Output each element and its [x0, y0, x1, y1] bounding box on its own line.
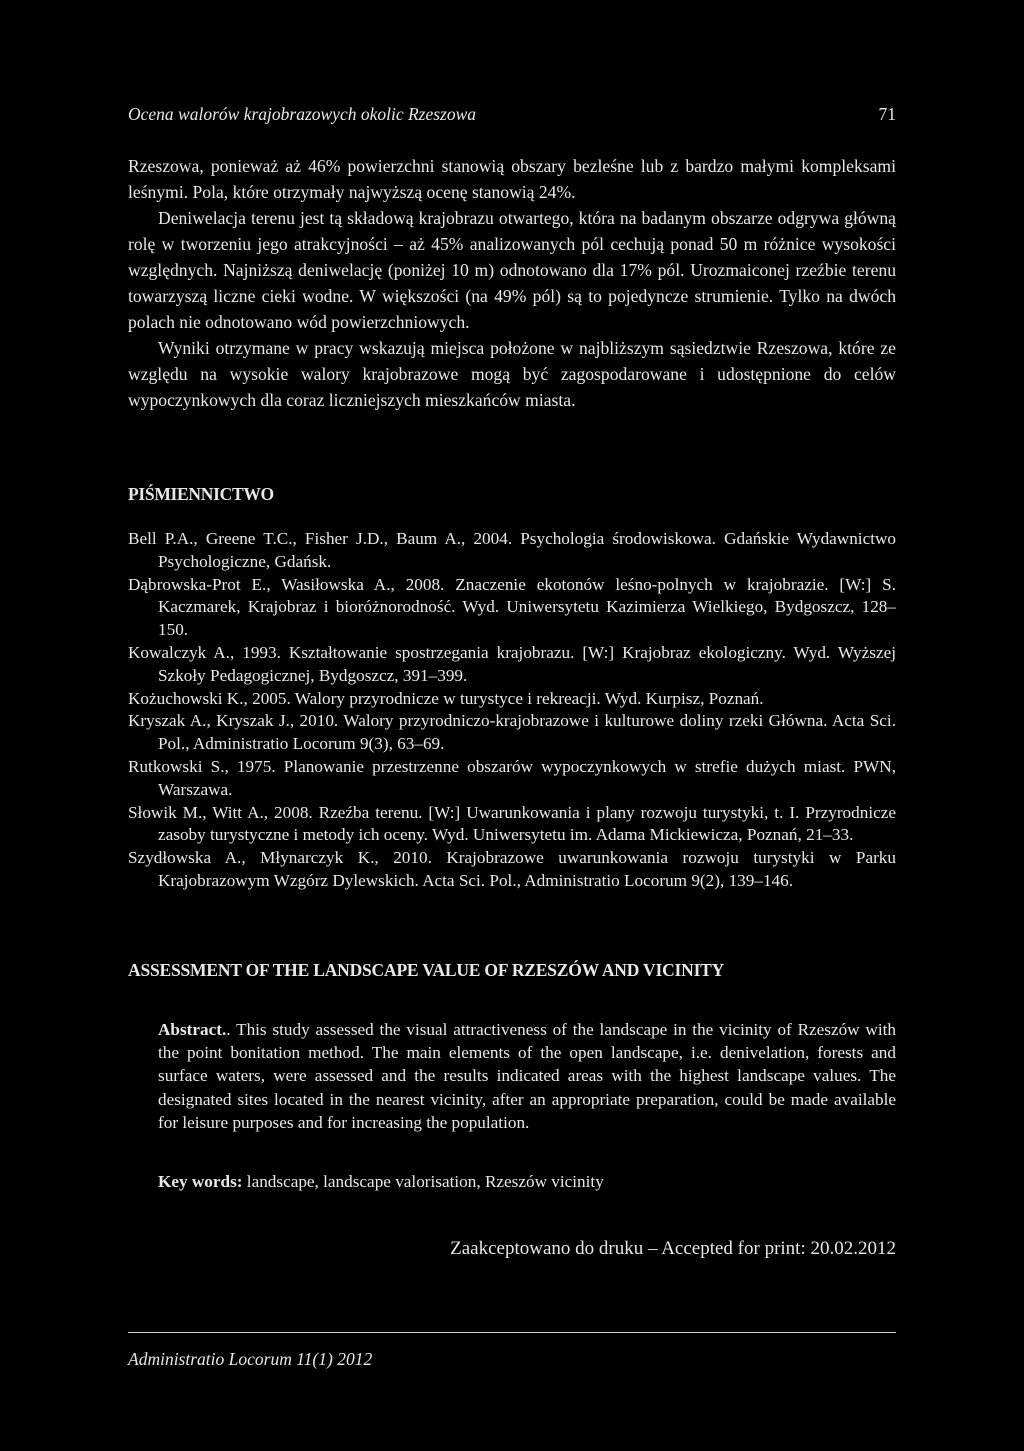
reference-item: Bell P.A., Greene T.C., Fisher J.D., Baum A., 2004. Psychologia środowiskowa. Gdańskie Wydawnictwo Psychologiczne, Gdańsk. [128, 529, 896, 571]
reference-item: Dąbrowska-Prot E., Wasiłowska A., 2008. Znaczenie ekotonów leśno-polnych w krajobrazie. [W:] S. Kaczmarek, Krajobraz i bioróżnorodność. Wyd. Uniwersytetu Kazimierza Wielkiego, Bydgoszcz, 128–150. [128, 574, 896, 640]
reference-item: Rutkowski S., 1975. Planowanie przestrzenne obszarów wypoczynkowych w strefie dużych miast. PWN, Warszawa. [128, 756, 896, 799]
footer-rule [128, 1332, 896, 1333]
body-paragraph: Deniwelacja terenu jest tą składową krajobrazu otwartego, która na badanym obszarze odgrywa główną rolę w tworzeniu jego atrakcyjności – aż 45% analizowanych pól cechują ponad 50 m różnice wysokości względnych. Najniższą deniwelację (poniżej 10 m) odnotowano dla 17% pól. Urozmaiconej rzeźbie terenu towarzyszą liczne cieki wodne. W większości (na 49% pól) są to pojedyncze strumienie. Tylko na dwóch polach nie odnotowano wód powierzchniowych. [128, 208, 896, 332]
footer-journal: Administratio Locorum 11(1) 2012 [128, 1349, 373, 1369]
reference-item: Kryszak A., Kryszak J., 2010. Walory przyrodniczo-krajobrazowe i kulturowe doliny rzeki Główna. Acta Sci. Pol., Administratio Locorum 9(3), 63–69. [128, 711, 896, 754]
keywords [158, 1172, 896, 1192]
reference-item: Słowik M., Witt A., 2008. Rzeźba terenu. [W:] Uwarunkowania i plany rozwoju turystyki, t. I. Przyrodnicze zasoby turystyczne i metody ich oceny. Wyd. Uniwersytetu im. Adama Mickiewicza, Poznań, 21–33. [128, 802, 896, 845]
english-title: ASSESSMENT OF THE LANDSCAPE VALUE OF RZESZÓW AND VICINITY [128, 960, 725, 980]
references-list [128, 528, 896, 893]
keywords-text: landscape, landscape valorisation, Rzeszów vicinity [242, 1172, 604, 1191]
reference-item: Szydłowska A., Młynarczyk K., 2010. Krajobrazowe uwarunkowania rozwoju turystyki w Parku Krajobrazowym Wzgórz Dylewskich. Acta Sci. Pol., Administratio Locorum 9(2), 139–146. [128, 848, 896, 890]
reference-item: Kożuchowski K., 2005. Walory przyrodnicze w turystyce i rekreacji. Wyd. Kurpisz, Poznań. [128, 688, 764, 708]
abstract [158, 1018, 896, 1134]
body-paragraph: Rzeszowa, ponieważ aż 46% powierzchni stanowią obszary bezleśne lub z bardzo małymi kompleksami leśnymi. Pola, które otrzymały najwyższą ocenę stanowią 24%. [128, 156, 896, 202]
abstract-text: . This study assessed the visual attractiveness of the landscape in the vicinity of Rzeszów with the point bonitation method. The main elements of the open landscape, i.e. denivelation, forests and surface waters, were assessed and the results indicated areas with the highest landscape values. The designated sites located in the nearest vicinity, after an appropriate preparation, could be made available for leisure purposes and for increasing the population. [158, 1020, 896, 1132]
page-number: 71 [878, 104, 896, 124]
body-paragraph: Wyniki otrzymane w pracy wskazują miejsca położone w najbliższym sąsiedztwie Rzeszowa, które ze względu na wysokie walory krajobrazowe mogą być zagospodarowane i udostępnione do celów wypoczynkowych dla coraz liczniejszych mieszkańców miasta. [128, 338, 896, 410]
running-title: Ocena walorów krajobrazowych okolic Rzeszowa [128, 104, 477, 124]
running-header [128, 104, 896, 125]
references-heading: PIŚMIENNICTWO [128, 484, 274, 504]
accepted-date: Zaakceptowano do druku – Accepted for print: 20.02.2012 [450, 1238, 896, 1259]
keywords-label: Key words: [158, 1172, 243, 1191]
body-text [128, 153, 896, 413]
reference-item: Kowalczyk A., 1993. Kształtowanie spostrzegania krajobrazu. [W:] Krajobraz ekologiczny. Wyd. Wyższej Szkoły Pedagogicznej, Bydgoszcz, 391–399. [128, 642, 896, 685]
abstract-label: Abstract. [158, 1020, 227, 1039]
